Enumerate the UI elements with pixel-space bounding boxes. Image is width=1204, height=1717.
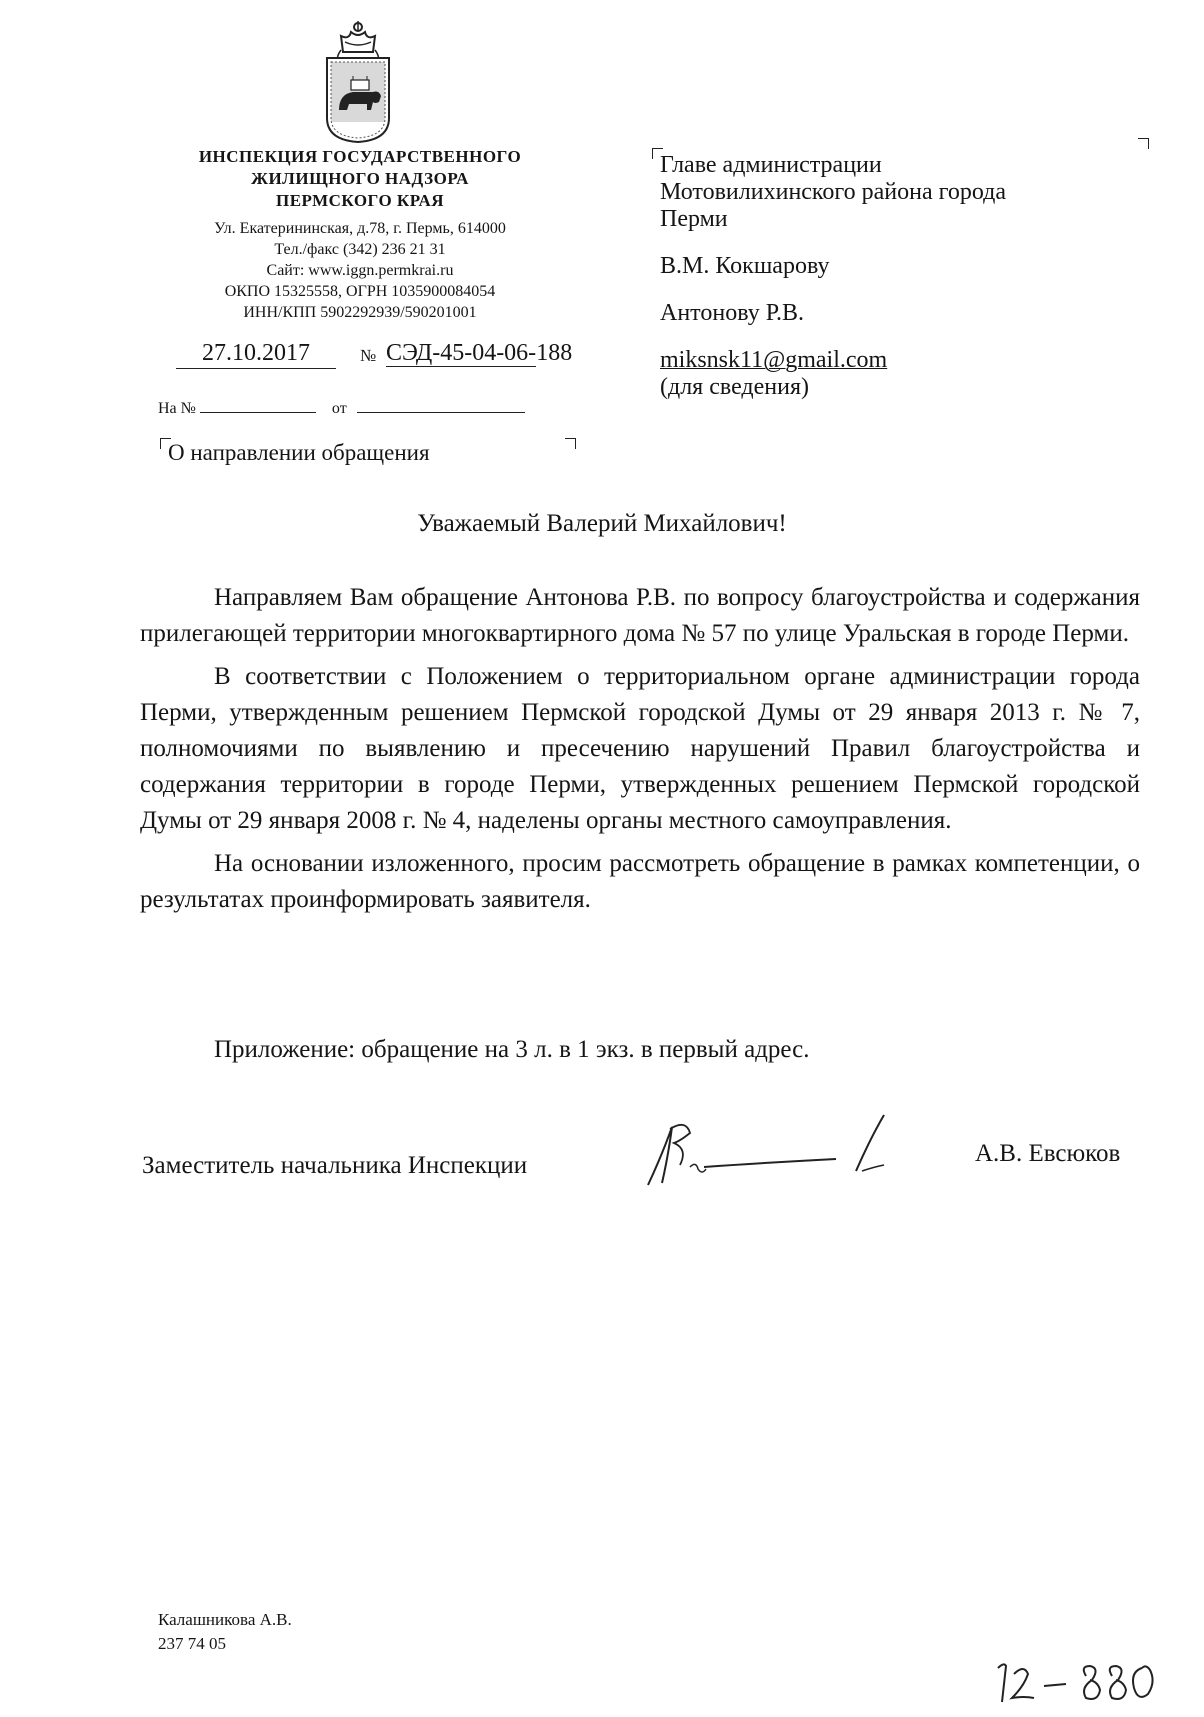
organization-name (150, 146, 570, 212)
registration-number-prefix: СЭД-45-04-06- (386, 340, 537, 366)
letter-body (140, 580, 1140, 925)
registration-date: 27.10.2017 (176, 338, 336, 369)
addressee-line: Мотовилихинского района города (660, 179, 1007, 205)
org-address: Ул. Екатерининская, д.78, г. Пермь, 614000 (214, 220, 506, 237)
executor-phone: 237 74 05 (158, 1634, 226, 1653)
copy-recipient-name: Антонову Р.В. (660, 300, 805, 326)
handwritten-note-icon (990, 1658, 1160, 1708)
ref-from-label: от (331, 400, 347, 417)
org-name-line: ИНСПЕКЦИЯ ГОСУДАРСТВЕННОГО (198, 147, 522, 166)
addressee-line: Главе администрации (660, 152, 882, 178)
body-paragraph: В соответствии с Положением о территориальном органе администрации города Перми, утвержденным решением Пермской городской Думы от 29 января 2013 г. № 7, полномочиями по выявлению и пресечению нарушений Правил благоустройства и содержания территории в городе Перми, утвержденных решением Пермской городской Думы от 29 января 2008 г. № 4, наделены органы местного самоуправления. (140, 663, 1140, 834)
handwritten-signature-icon (640, 1105, 930, 1195)
org-name-line: ПЕРМСКОГО КРАЯ (275, 191, 445, 210)
registration-number (386, 338, 572, 368)
org-site: Сайт: www.iggn.permkrai.ru (266, 262, 454, 279)
reference-row (158, 400, 598, 424)
body-paragraph: На основании изложенного, просим рассмотреть обращение в рамках компетенции, о результатах проинформировать заявителя. (140, 850, 1140, 913)
registration-number-label: № (360, 346, 377, 365)
addressee-block (660, 152, 1130, 401)
addressee-name: В.М. Кокшарову (660, 253, 830, 279)
ref-number-label: На № (158, 400, 196, 417)
org-name-line: ЖИЛИЩНОГО НАДЗОРА (251, 169, 469, 188)
signatory-name: А.В. Евсюков (975, 1140, 1121, 1167)
org-okpo-ogrn: ОКПО 15325558, ОГРН 1035900084054 (224, 283, 496, 300)
ref-from-line (357, 400, 525, 413)
signatory-position: Заместитель начальника Инспекции (142, 1152, 528, 1179)
subject-corner-right (565, 438, 576, 449)
coat-of-arms-icon (317, 18, 399, 146)
attachment-note: Приложение: обращение на 3 л. в 1 экз. в первый адрес. (214, 1036, 810, 1063)
executor-block (158, 1608, 292, 1656)
org-inn-kpp: ИНН/КПП 5902292939/590201001 (243, 304, 477, 321)
organization-contacts (150, 218, 570, 323)
letter-subject: О направлении обращения (168, 440, 430, 465)
org-phone: Тел./факс (342) 236 21 31 (274, 241, 446, 258)
copy-recipient-email: miksnsk11@gmail.com (660, 347, 888, 373)
addressee-corner-right (1138, 138, 1149, 149)
registration-number-suffix: 188 (536, 340, 573, 366)
body-paragraph: Направляем Вам обращение Антонова Р.В. по вопросу благоустройства и содержания прилегающей территории многоквартирного дома № 57 по улице Уральская в городе Перми. (140, 584, 1140, 647)
addressee-line: Перми (660, 206, 728, 232)
salutation: Уважаемый Валерий Михайлович! (417, 510, 787, 537)
ref-number-line (200, 400, 316, 413)
copy-recipient-note: (для сведения) (660, 374, 809, 400)
executor-name: Калашникова А.В. (158, 1610, 292, 1629)
registration-row (150, 338, 630, 370)
